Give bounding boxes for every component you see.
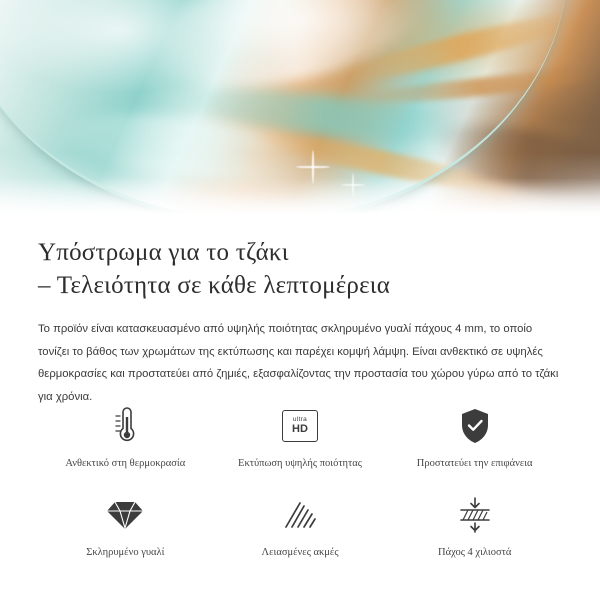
feature-label: Ανθεκτικό στη θερμοκρασία [65,458,186,469]
feature-label: Λειασμένες ακμές [261,546,339,558]
headline-line-2: – Τελειότητα σε κάθε λεπτομέρεια [38,272,391,299]
feature-label: Σκληρυμένο γυαλί [86,546,165,558]
feature-item-surface-protection [387,404,562,471]
feature-item-heat-resistant [38,404,213,471]
ultra-hd-badge-bottom: HD [292,423,308,436]
hero-image [0,0,600,218]
polished-edges-icon [283,493,317,537]
thickness-arrows-icon [456,493,494,537]
feature-item-print-quality [213,404,388,471]
diamond-icon [106,493,144,537]
ultra-hd-badge-top: ultra [292,415,308,423]
feature-label: Προστατεύει την επιφάνεια [416,458,533,469]
feature-grid [38,404,562,559]
shield-check-icon [458,404,492,448]
feature-item-tempered-glass [38,493,213,560]
feature-item-thickness [387,493,562,560]
headline-line-1: Υπόστρωμα για το τζάκι [38,239,289,266]
feature-label: Πάχος 4 χιλιοστά [438,546,512,558]
feature-item-polished-edges [213,493,388,560]
hero-fade-overlay [0,178,600,218]
body-paragraph: Το προϊόν είναι κατασκευασμένο από υψηλής ποιότητας σκληρυμένο γυαλί πάχους 4 mm, το οποίο τονίζει το βάθος των χρωμάτων της εκτύπωσης και παρέχει κομψή λάμψη. Είναι ανθεκτικό σε υψηλές θερμοκρασίες και προστατεύει από ζημιές, εξασφαλίζοντας την προστασία του χώρου γύρω από το τζάκι για χρόνια. [38,323,559,403]
thermometer-icon [110,404,140,448]
feature-label: Εκτύπωση υψηλής ποιότητας [238,458,362,469]
page-title [38,236,562,302]
text-content [0,218,600,408]
ultra-hd-icon [282,404,318,448]
